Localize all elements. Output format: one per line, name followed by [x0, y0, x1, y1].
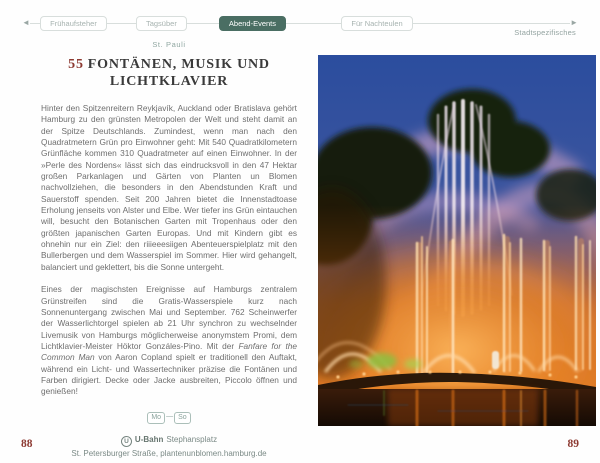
- day-to-badge: So: [174, 412, 191, 424]
- nav-connector: [286, 23, 341, 24]
- category-label: Stadtspezifisches: [514, 28, 576, 37]
- paragraph-2: [41, 284, 297, 397]
- article-title-text: FONTÄNEN, MUSIK UND LICHTKLAVIER: [87, 57, 270, 89]
- fountain-photo: [318, 55, 596, 426]
- nav-next-arrow[interactable]: ►: [570, 18, 578, 27]
- nav-connector: [187, 23, 219, 24]
- district-label: St. Pauli: [152, 40, 186, 49]
- paragraph-2-text: Eines der magischsten Ereignisse auf Hamburgs zentralem Grünstreifen sind die Gratis-Wasserspiele kurz nach Sonnenuntergang zwischen Mai und September. 762 Scheinwerfer der Wasserlichtorgel spielen ab 21 Uhr synchron zu wechselnder Livemusik von Hamburgs möglicherweise anonymstem Promi, dem Lichtklavier-Meister Höktor Gonzáles-Pino. Mit der: [41, 284, 297, 351]
- tab-abend-events[interactable]: Abend-Events: [219, 16, 286, 31]
- day-from-badge: Mo: [147, 412, 165, 424]
- opening-days-badge: [41, 412, 297, 424]
- nav-connector: [30, 23, 40, 24]
- paragraph-1: Hinter den Spitzenreitern Reykjavík, Auckland oder Bratislava gehört Hamburg zu den grünsten Metropolen der Welt und steht damit an der Spitze Deutschlands. Zumindest, wenn man nach den Quadratmetern Grün pro Einwohner geht: Mit 540 Quadratkilometern Grünfläche kommen 310 Quadratmeter auf einen Einwohner. In der »Perle des Nordens« lässt sich das eindrucksvoll in den 47 Hektar großen Parkanlagen und Gärten von Planten un Blomen nachvollziehen, die besonders in den Abendstunden Kraft und Sauerstoff spenden. Seit 200 Jahren bietet die Innenstadtoase Erholung jenseits von Alster und Elbe. Wer tiefer ins Grün eintauchen will, besucht den Botanischen Garten mit Tropenhaus oder den größten japanischen Garten Europas. Und mit Kindern gibt es ohnehin nur ein Ziel: den riiieeesiigen Abenteuerspielplatz mit den Bullerbergen und dem Wasserspiel im Sommer. Hier wird gehangelt, balanciert und geklettert, bis die Sonne untergeht.: [41, 103, 297, 272]
- nav-connector: [413, 23, 570, 24]
- nav-connector: [107, 23, 136, 24]
- page-number-right: 89: [567, 438, 579, 450]
- day-range-separator: —: [166, 412, 174, 420]
- tab-tagsueber[interactable]: Tagsüber: [136, 16, 187, 31]
- page-number-left: 88: [21, 438, 33, 450]
- nav-prev-arrow[interactable]: ◄: [22, 18, 30, 27]
- address-line: St. Petersburger Straße, plantenunblomen.hamburg.de: [71, 448, 267, 458]
- tab-fruehaufsteher[interactable]: Frühaufsteher: [40, 16, 107, 31]
- fountain-photo-art: [318, 55, 596, 426]
- transit-mode: U-Bahn: [134, 434, 164, 444]
- article-title: [57, 56, 282, 90]
- time-of-day-nav: [22, 15, 578, 31]
- paragraph-2-text: von Aaron Copland spielt er traditionell den Auftakt, während ein Licht- und Wassertechniker präzise die Fontänen und Farben dirigiert. Decke oder Jacke ausbreiten, Piccolo öffnen und genießen!: [41, 352, 297, 397]
- tab-fuer-nachteulen[interactable]: Für Nachteulen: [341, 16, 412, 31]
- article-body: [41, 103, 297, 398]
- article-number: 55: [68, 57, 84, 72]
- article-page: [41, 40, 297, 458]
- music-piece-title: Fanfare for the Common Man: [41, 340, 298, 363]
- transit-stop: Stephansplatz: [166, 434, 218, 444]
- transit-info: [41, 435, 297, 447]
- u-bahn-icon: U: [121, 436, 132, 447]
